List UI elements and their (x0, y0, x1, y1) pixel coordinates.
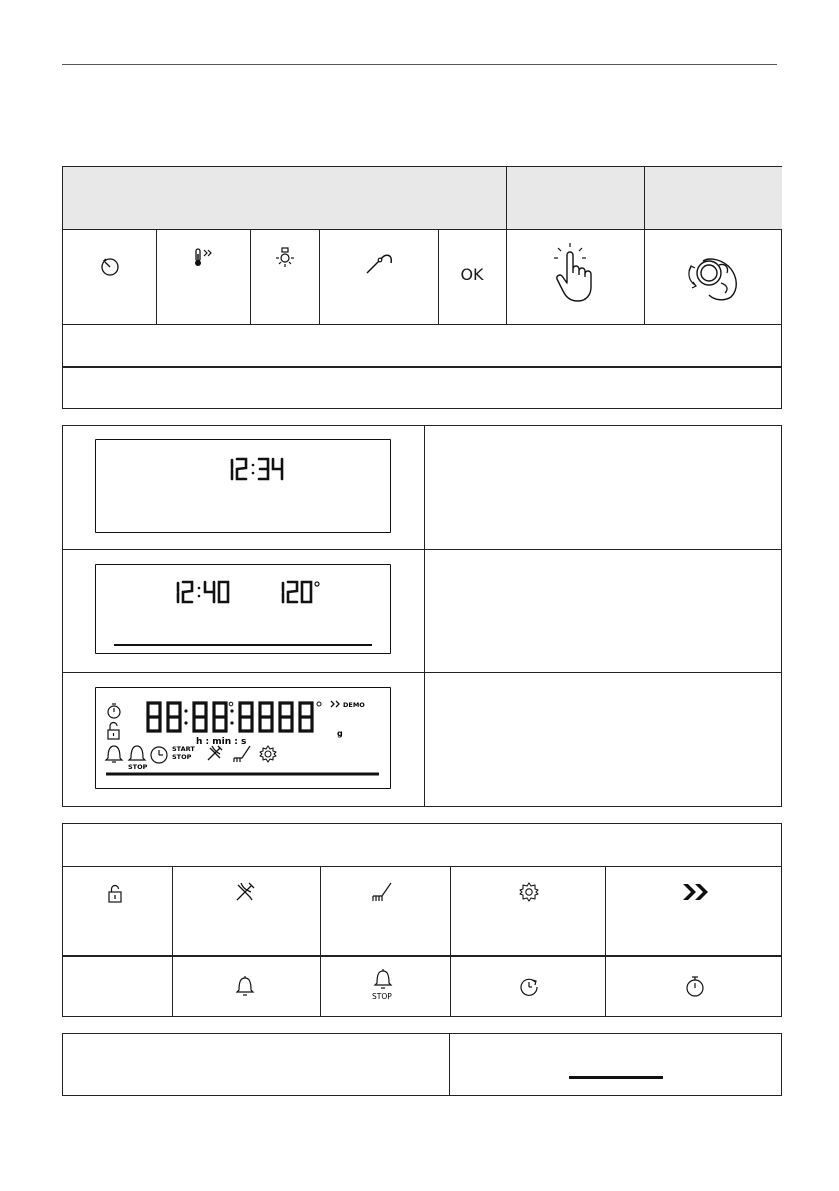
stop-label: STOP (172, 753, 192, 761)
gram-label: g (337, 729, 343, 738)
display-all-segments (95, 687, 391, 789)
demo-label: DEMO (343, 701, 365, 709)
touch-hand-icon (551, 247, 599, 303)
digits-12-40-120 (96, 565, 392, 655)
display-bell-icon (106, 746, 122, 762)
cooking-assist-icon (233, 880, 257, 904)
digits-12-34 (96, 440, 392, 534)
minute-minder-icon (683, 974, 707, 998)
lamp-icon[interactable] (274, 247, 296, 269)
display-minute-minder-icon (108, 704, 120, 718)
knob-hand-icon (683, 247, 743, 303)
timer-icon[interactable] (99, 255, 121, 277)
settings-icon (517, 880, 541, 904)
fast-heatup-chevrons-icon (679, 880, 713, 904)
meat-probe-icon[interactable] (363, 251, 395, 275)
display-table (62, 425, 782, 807)
fast-heatup-icon[interactable] (191, 247, 217, 269)
display-cooking-assist-icon (208, 746, 222, 760)
full-segment-display (96, 688, 392, 790)
end-time-icon (517, 974, 541, 998)
display-end-time-icon (151, 747, 167, 763)
header-cell-touch (506, 167, 644, 229)
underline-bar (569, 1076, 663, 1079)
display-lock-icon (108, 723, 119, 740)
indicator-table (62, 823, 782, 1017)
display-time-only (95, 439, 391, 533)
bell-stop-icon (369, 968, 397, 1004)
bell-stop-label: STOP (128, 763, 148, 771)
cleaning-icon (369, 880, 395, 904)
control-panel-table (62, 166, 782, 409)
header-cell-controls (63, 167, 506, 229)
ok-button[interactable]: OK (460, 264, 484, 284)
start-label: START (172, 745, 195, 753)
top-rule (62, 64, 777, 65)
bell-icon (233, 974, 257, 998)
bottom-table (62, 1033, 782, 1096)
display-settings-icon (260, 746, 276, 762)
hms-label: h : min : s (196, 737, 247, 747)
display-cleaning-icon (234, 746, 250, 762)
stop-text: STOP (372, 992, 392, 1001)
lock-icon (103, 882, 127, 906)
display-bell-stop-icon (128, 746, 148, 771)
display-time-temp (95, 564, 391, 654)
header-cell-knob (644, 167, 782, 229)
